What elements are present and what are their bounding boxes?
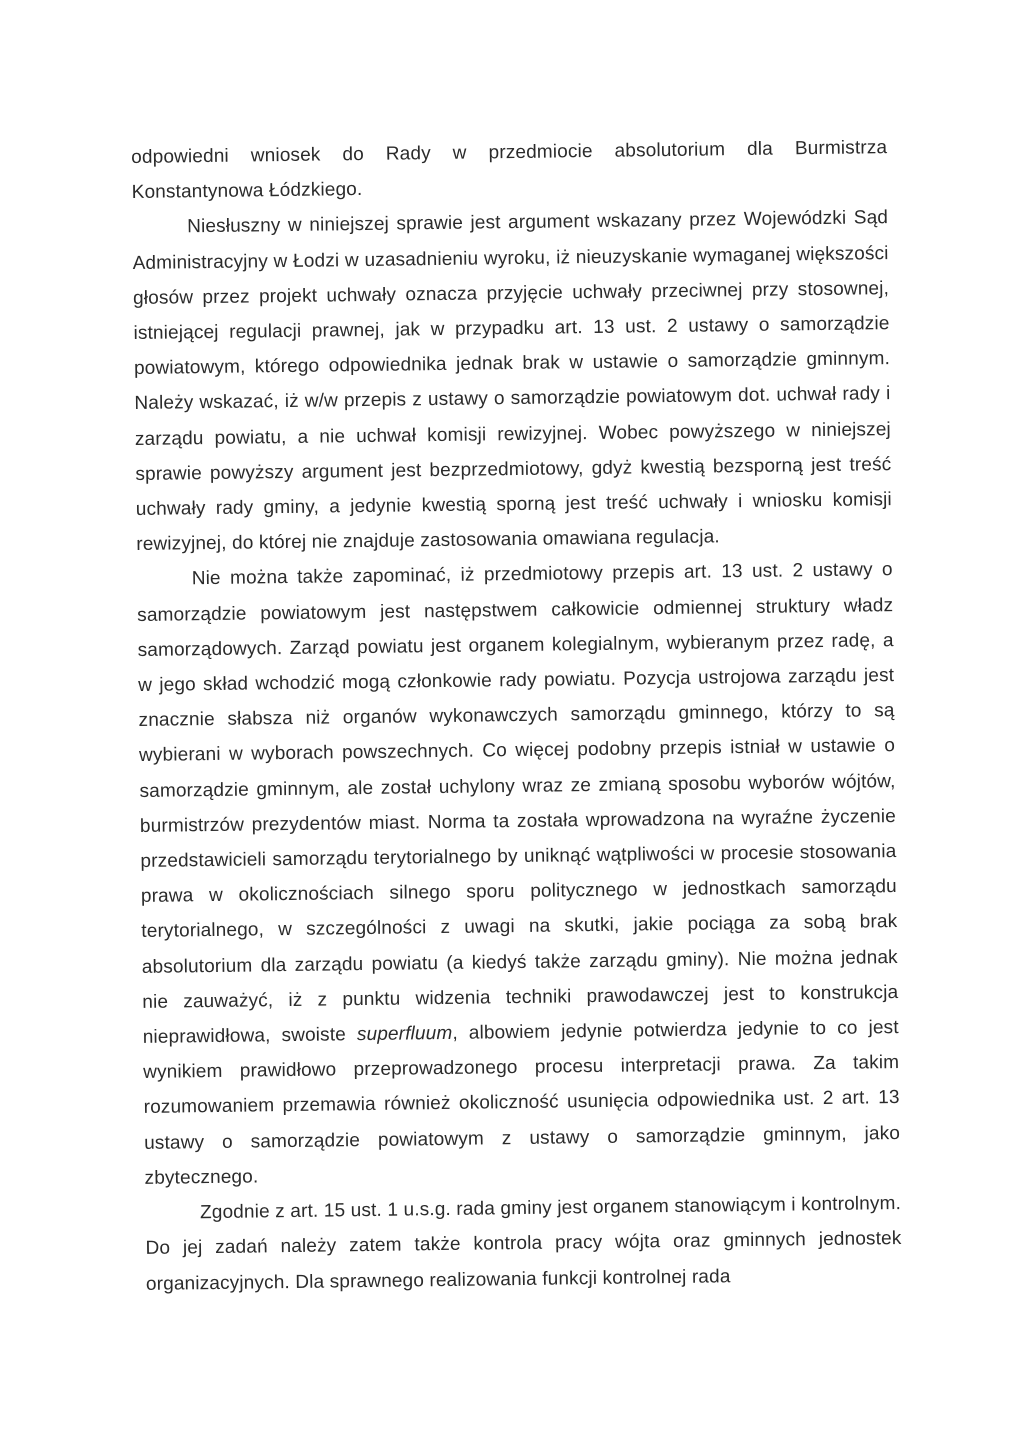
paragraph-4-text: Zgodnie z art. 15 ust. 1 u.s.g. rada gminy jest organem stanowiącym i kontrolnym. Do jej zadań należy zatem także kontrola pracy wójta oraz gminnych jednostek organizacyjnych. Dla sprawnego realizowania funkcji kontrolnej rada bbox=[145, 1193, 902, 1295]
paragraph-3-text-part-2: , albowiem jedynie potwierdza jedynie to co jest wynikiem prawidłowo przeprowadzonego procesu interpretacji prawa. Za takim rozumowaniem przemawia również okoliczność usunięcia odpowiednika ust. 2 art. 13 ustawy o samorządzie powiatowym z ustawy o samorządzie gminnym, jako zbytecznego. bbox=[143, 1017, 901, 1189]
paragraph-2-text: Niesłuszny w niniejszej sprawie jest argument wskazany przez Wojewódzki Sąd Administracyjny w Łodzi w uzasadnieniu wyroku, iż nieuzyskanie wymaganej większości głosów przez projekt uchwały oznacza przyjęcie uchwały przeciwnej przy stosownej, istniejącej regulacji prawnej, jak w przypadku art. 13 ust. 2 ustawy o samorządzie powiatowym, którego odpowiednika jednak brak w ustawie o samorządzie gminnym. Należy wskazać, iż w/w przepis z ustawy o samorządzie powiatowym dot. uchwał rady i zarządu powiatu, a nie uchwał komisji rewizyjnej. Wobec powyższego w niniejszej sprawie powyższy argument jest bezprzedmiotowy, gdyż kwestią bezsporną jest treść uchwały rady gminy, a jedynie kwestią sporną jest treść uchwały i wniosku komisji rewizyjnej, do której nie znajduje zastosowania omawiana regulacja. bbox=[132, 207, 892, 556]
paragraph-4 bbox=[145, 1186, 902, 1301]
document-body bbox=[131, 130, 902, 1301]
paragraph-1-text: odpowiedni wniosek do Rady w przedmiocie absolutorium dla Burmistrza Konstantynowa Łódzkiego. bbox=[131, 137, 888, 204]
paragraph-2 bbox=[132, 201, 893, 563]
paragraph-3-italic-term: superfluum bbox=[356, 1022, 453, 1046]
paragraph-3 bbox=[137, 553, 901, 1196]
paragraph-3-text-part-1: Nie można także zapominać, iż przedmiotowy przepis art. 13 ust. 2 ustawy o samorządzie powiatowym jest następstwem całkowicie odmiennej struktury władz samorządowych. Zarząd powiatu jest organem kolegialnym, wybieranym przez radę, a w jego skład wchodzić mogą członkowie rady powiatu. Pozycja ustrojowa zarządu jest znacznie słabsza niż organów wykonawczych samorządu gminnego, którzy to są wybierani w wyborach powszechnych. Co więcej podobny przepis istniał w ustawie o samorządzie gminnym, ale został uchylony wraz ze zmianą sposobu wyborów wójtów, burmistrzów prezydentów miast. Norma ta została wprowadzona na wyraźne życzenie przedstawicieli samorządu terytorialnego by uniknąć wątpliwości w procesie stosowania prawa w okolicznościach silnego sporu politycznego w jednostkach samorządu terytorialnego, w szczególności z uwagi na skutki, jakie pociąga za sobą brak absolutorium dla zarządu powiatu (a kiedyś także zarządu gminy). Nie można jednak nie zauważyć, iż z punktu widzenia techniki prawodawczej jest to konstrukcja nieprawidłowa, swoiste bbox=[137, 559, 899, 1049]
paragraph-1 bbox=[131, 130, 888, 210]
